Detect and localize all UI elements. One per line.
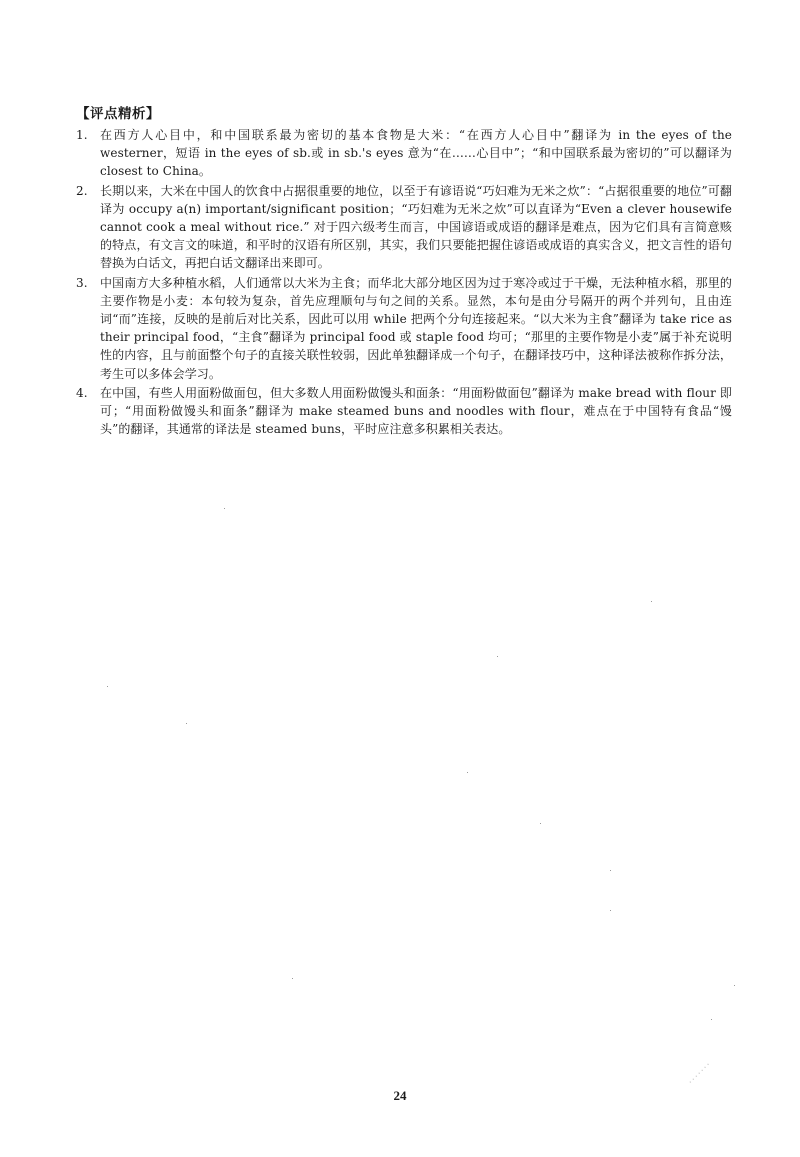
scan-speck xyxy=(467,772,468,773)
watermark: ······· xyxy=(686,1059,715,1088)
scan-speck xyxy=(540,823,541,824)
page-number: 24 xyxy=(393,1088,407,1103)
scan-speck xyxy=(651,601,652,602)
scan-speck xyxy=(292,978,293,979)
scan-speck xyxy=(734,985,735,986)
scan-speck xyxy=(186,723,187,724)
note-number: 2. xyxy=(76,183,88,198)
scan-speck xyxy=(107,686,108,687)
scan-speck xyxy=(224,508,225,509)
section-heading: 【评点精析】 xyxy=(76,106,160,122)
note-text: 在西方人心目中，和中国联系最为密切的基本食物是大米：“在西方人心目中”翻译为 in the eyes of the westerner，短语 in the eyes of sb.或 in sb.'s eyes 意为“在……心目中”；“和中国联系最为密切的”可以翻译为 closest to China。 xyxy=(100,128,732,179)
note-number: 3. xyxy=(76,275,88,290)
scan-speck xyxy=(610,870,611,871)
note-number: 4. xyxy=(76,385,88,400)
note-number: 1. xyxy=(76,128,88,142)
note-text: 长期以来，大米在中国人的饮食中占据很重要的地位，以至于有谚语说“巧妇难为无米之炊”：“占据很重要的地位”可翻译为 occupy a(n) important/significant position；“巧妇难为无米之炊”可以直译为“Even a clever housewife cannot cook a meal without rice.” 对于四六级考生而言，中国谚语或成语的翻译是难点，因为它们具有言简意赅的特点，有文言文的味道，和平时的汉语有所区别，其实，我们只要能把握住谚语或成语的真实含义，把文言性的语句替换为白话文，再把白话文翻译出来即可。 xyxy=(100,183,732,271)
note-item xyxy=(76,274,732,383)
note-text: 中国南方大多种植水稻，人们通常以大米为主食；而华北大部分地区因为过于寒冷或过于干燥，无法种植水稻，那里的主要作物是小麦：本句较为复杂，首先应理顺句与句之间的关系。显然，本句是由分号隔开的两个并列句，且由连词“而”连接，反映的是前后对比关系，因此可以用 while 把两个分句连接起来。“以大米为主食”翻译为 take rice as their principal food，“主食”翻译为 principal food 或 staple food 均可；“那里的主要作物是小麦”属于补充说明性的内容，且与前面整个句子的直接关联性较弱，因此单独翻译成一个句子，在翻译技巧中，这种译法被称作拆分法，考生可以多体会学习。 xyxy=(100,275,732,381)
note-item xyxy=(76,182,732,273)
scan-speck xyxy=(497,656,498,657)
scan-speck xyxy=(711,1019,712,1020)
scan-speck xyxy=(610,910,611,911)
note-text: 在中国，有些人用面粉做面包，但大多数人用面粉做馒头和面条：“用面粉做面包”翻译为 make bread with flour 即可；“用面粉做馒头和面条”翻译为 make steamed buns and noodles with flour，难点在于中国特有食品“馒头”的翻译，其通常的译法是 steamed buns，平时应注意多积累相关表达。 xyxy=(100,385,732,437)
notes-list xyxy=(76,126,732,439)
note-item xyxy=(76,384,732,439)
note-item xyxy=(76,126,732,181)
